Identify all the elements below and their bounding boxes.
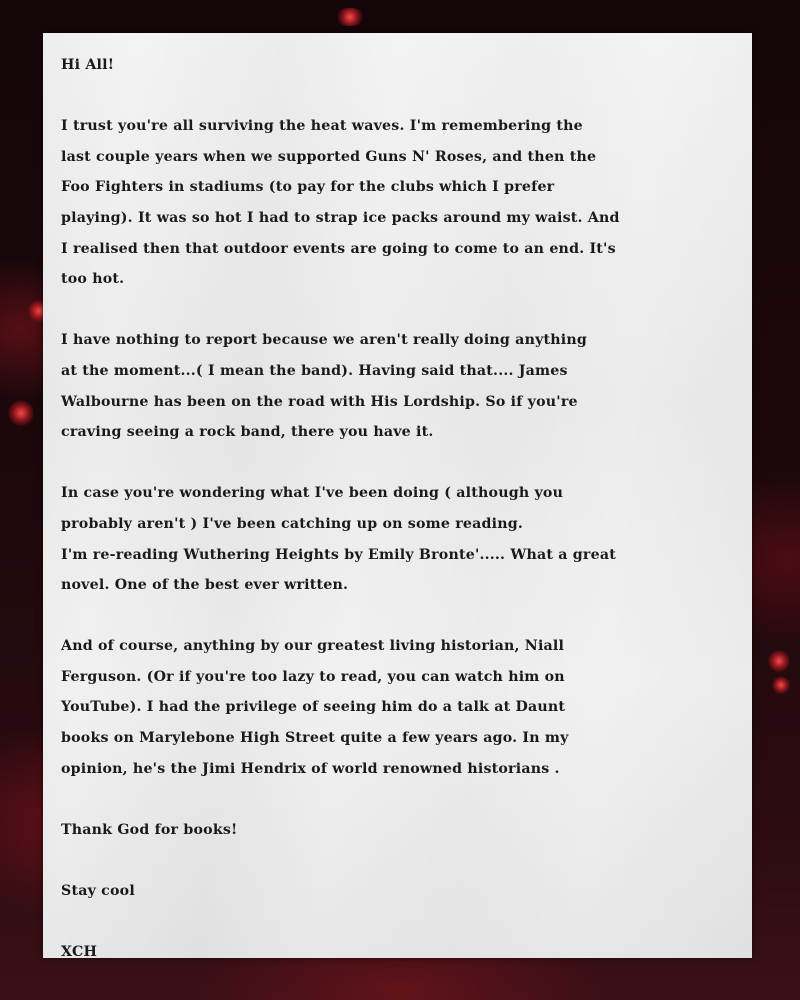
letter-paragraph: In case you're wondering what I've been doing ( although you probably aren't ) I've been catching up on some reading. I'm re-reading Wuthering Heights by Emily Bronte'..... What a great novel. One of the best ever written.	[61, 485, 616, 594]
letter-paragraph: And of course, anything by our greatest living historian, Niall Ferguson. (Or if you're too lazy to read, you can watch him on YouTube). I had the privilege of seeing him do a talk at Daunt books on Marylebone High Street quite a few years ago. In my opinion, he's the Jimi Hendrix of world renowned historians .	[61, 638, 569, 777]
letter-paragraph: I have nothing to report because we aren't really doing anything at the moment...( I mean the band). Having said that.... James Walbourne has been on the road with His Lordship. So if you're craving seeing a rock band, there you have it.	[61, 332, 588, 441]
letter-body	[61, 50, 741, 968]
letter-paragraph: I trust you're all surviving the heat waves. I'm remembering the last couple years when we supported Guns N' Roses, and then the Foo Fighters in stadiums (to pay for the clubs which I prefer playing). It was so hot I had to strap ice packs around my waist. And I realised then that outdoor events are going to come to an end. It's too hot.	[61, 118, 620, 288]
paragraph-gap	[61, 295, 741, 326]
letter-greeting: Hi All!	[61, 57, 115, 73]
paragraph-gap	[61, 907, 741, 938]
paragraph-gap	[61, 784, 741, 815]
letter-signature: XCH	[61, 944, 98, 961]
stage-light	[768, 650, 790, 672]
stage-light	[772, 676, 790, 694]
paragraph-gap	[61, 448, 741, 479]
paragraph-gap	[61, 601, 741, 632]
letter-paragraph: Thank God for books!	[61, 821, 238, 838]
letter-paper	[43, 33, 752, 961]
letter-closing: Stay cool	[61, 883, 135, 900]
stage-light	[335, 8, 365, 26]
stage-light	[8, 400, 34, 426]
paragraph-gap	[61, 845, 741, 876]
paragraph-gap	[61, 81, 741, 112]
